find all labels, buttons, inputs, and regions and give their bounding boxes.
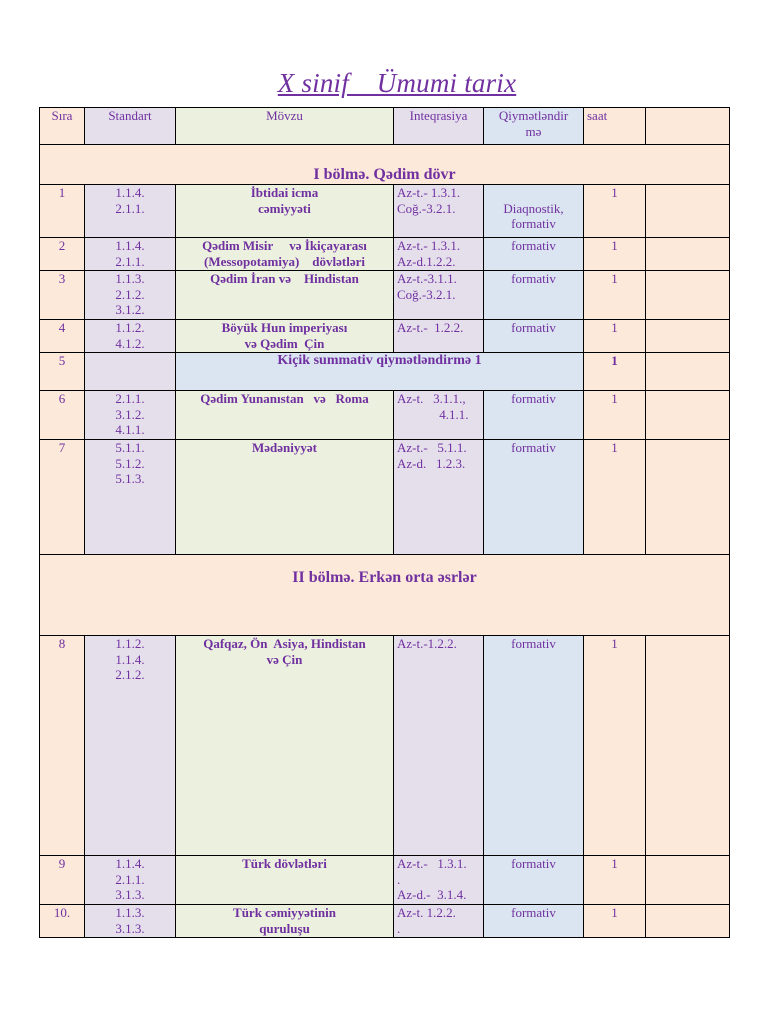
cell-movzu [176,391,394,440]
cell-empty [646,440,730,555]
cell-saat-text: 1 [611,905,618,920]
cell-inteqrasiya [394,391,484,440]
cell-empty [646,353,730,391]
cell-sira-text: 1 [58,185,66,200]
cell-qiymetlendirme [484,271,584,320]
cell-sira-text: 2 [58,238,66,253]
summary-cell [176,353,584,391]
table-header-row [40,108,730,145]
cell-qiymetlendirme [484,856,584,905]
cell-qiymetlendirme [484,320,584,353]
cell-standart [85,271,176,320]
cell-standart [85,320,176,353]
cell-qiymetlendirme-text: Diaqnostik, formativ [503,200,564,231]
cell-movzu [176,440,394,555]
cell-saat-text: 1 [611,353,618,368]
header-movzu: Mövzu [176,108,394,145]
cell-saat [584,320,646,353]
cell-inteqrasiya [394,238,484,271]
cell-empty [646,320,730,353]
cell-inteqrasiya-text: Az-t.- 1.3.1. Coğ.-3.2.1. [397,185,461,216]
cell-movzu-text: İbtidai icma cəmiyyəti [250,185,319,216]
cell-qiymetlendirme [484,185,584,238]
cell-standart [85,391,176,440]
cell-sira [40,636,85,856]
cell-sira [40,856,85,905]
cell-inteqrasiya [394,856,484,905]
cell-sira-text: 4 [58,320,66,335]
cell-movzu [176,636,394,856]
cell-movzu [176,856,394,905]
cell-movzu-text: Qədim Misir və İkiçayarası (Messopotamiya) dövlətləri [202,238,367,269]
cell-standart [85,636,176,856]
cell-qiymetlendirme-text: formativ [511,320,556,335]
cell-movzu [176,905,394,938]
header-empty [646,108,730,145]
cell-inteqrasiya [394,440,484,555]
cell-saat-text: 1 [611,856,618,871]
cell-qiymetlendirme-text: formativ [511,391,556,406]
cell-qiymetlendirme-text: formativ [511,271,556,286]
cell-saat [584,391,646,440]
cell-inteqrasiya-text: Az-t. 1.2.2. . [397,905,456,936]
cell-sira-text: 5 [58,353,66,368]
cell-sira [40,238,85,271]
cell-movzu-text: Türk dövlətləri [242,856,327,871]
curriculum-table [39,107,730,938]
cell-saat [584,238,646,271]
header-qiymetlendirme: Qiymətləndir mə [484,108,584,145]
cell-standart [85,440,176,555]
cell-sira [40,391,85,440]
cell-movzu [176,238,394,271]
cell-movzu-text: Türk cəmiyyətinin quruluşu [233,905,336,936]
cell-movzu-text: Böyük Hun imperiyası və Qədim Çin [221,320,348,351]
cell-qiymetlendirme-text: formativ [511,905,556,920]
cell-empty [646,856,730,905]
cell-qiymetlendirme-text: formativ [511,856,556,871]
page-title: X sinif Ümumi tarix [277,68,517,98]
cell-movzu [176,320,394,353]
cell-movzu-text: Qafqaz, Ön Asiya, Hindistan və Çin [203,636,366,667]
cell-qiymetlendirme [484,440,584,555]
section-row-2 [40,555,730,636]
cell-qiymetlendirme [484,636,584,856]
cell-saat-text: 1 [611,440,618,455]
cell-empty [646,271,730,320]
cell-inteqrasiya-text: Az-t.- 1.3.1. Az-d.1.2.2. [397,238,461,269]
cell-qiymetlendirme-text: formativ [511,238,556,253]
table-row [40,238,730,271]
cell-standart-text: 1.1.4. 2.1.1. [115,238,145,269]
summary-cell-text: Kiçik summativ qiymətləndirmə 1 [277,353,482,368]
cell-saat [584,856,646,905]
cell-movzu [176,185,394,238]
cell-inteqrasiya [394,320,484,353]
cell-movzu [176,271,394,320]
table-row [40,271,730,320]
cell-saat-text: 1 [611,636,618,651]
cell-empty [646,238,730,271]
cell-qiymetlendirme [484,391,584,440]
cell-standart [85,905,176,938]
cell-standart [85,185,176,238]
cell-sira [40,320,85,353]
cell-empty [646,905,730,938]
cell-inteqrasiya-text: Az-t.- 1.3.1. . Az-d.- 3.1.4. [397,856,467,902]
header-sira: Sıra [40,108,85,145]
cell-standart-text: 1.1.4. 2.1.1. 3.1.3. [115,856,145,902]
cell-movzu-text: Mədəniyyət [252,440,317,455]
cell-inteqrasiya-text: Az-t. 3.1.1., 4.1.1. [397,391,469,422]
cell-inteqrasiya [394,271,484,320]
table-row [40,391,730,440]
cell-sira-text: 9 [58,856,66,871]
cell-saat [584,905,646,938]
cell-qiymetlendirme-text: formativ [511,636,556,651]
cell-standart-text: 1.1.2. 1.1.4. 2.1.2. [115,636,145,682]
table-row [40,185,730,238]
cell-standart-text: 1.1.3. 2.1.2. 3.1.2. [115,271,145,317]
cell-saat-text: 1 [611,320,618,335]
cell-inteqrasiya-text: Az-t.- 5.1.1. Az-d. 1.2.3. [397,440,467,471]
cell-inteqrasiya-text: Az-t.-1.2.2. [397,636,457,651]
cell-inteqrasiya [394,905,484,938]
cell-standart-text: 5.1.1. 5.1.2. 5.1.3. [115,440,145,486]
cell-sira-text: 3 [58,271,66,286]
cell-sira [40,440,85,555]
cell-inteqrasiya-text: Az-t.- 1.2.2. [397,320,464,335]
table-row [40,636,730,856]
cell-standart [85,353,176,391]
cell-saat [584,271,646,320]
header-inteqrasiya: Inteqrasiya [394,108,484,145]
cell-sira [40,353,85,391]
cell-saat [584,636,646,856]
cell-sira [40,185,85,238]
cell-saat-text: 1 [611,238,618,253]
table-row-summary [40,353,730,391]
cell-sira [40,271,85,320]
table-row [40,320,730,353]
cell-saat [584,440,646,555]
cell-sira-text: 8 [58,636,66,651]
cell-saat-text: 1 [611,271,618,286]
section-title: II bölmə. Erkən orta əsrlər [40,555,730,636]
cell-sira-text: 6 [58,391,66,406]
cell-inteqrasiya [394,185,484,238]
cell-qiymetlendirme [484,905,584,938]
cell-saat [584,185,646,238]
cell-standart [85,238,176,271]
cell-sira-text: 10. [53,905,71,920]
cell-qiymetlendirme [484,238,584,271]
cell-standart-text: 1.1.4. 2.1.1. [115,185,145,216]
table-row [40,905,730,938]
section-title: I bölmə. Qədim dövr [40,145,730,185]
cell-qiymetlendirme-text: formativ [511,440,556,455]
table-row [40,440,730,555]
cell-movzu-text: Qədim İran və Hindistan [210,271,359,286]
cell-empty [646,636,730,856]
cell-inteqrasiya [394,636,484,856]
cell-movzu-text: Qədim Yunanıstan və Roma [200,391,369,406]
cell-empty [646,391,730,440]
cell-standart-text: 2.1.1. 3.1.2. 4.1.1. [115,391,145,437]
cell-saat [584,353,646,391]
cell-standart-text: 1.1.3. 3.1.3. [115,905,145,936]
cell-standart-text: 1.1.2. 4.1.2. [115,320,145,351]
cell-saat-text: 1 [611,391,618,406]
cell-empty [646,185,730,238]
header-saat: saat [584,108,646,145]
cell-sira [40,905,85,938]
cell-standart [85,856,176,905]
cell-sira-text: 7 [58,440,66,455]
cell-inteqrasiya-text: Az-t.-3.1.1. Coğ.-3.2.1. [397,271,457,302]
section-row-1 [40,145,730,185]
cell-saat-text: 1 [611,185,618,200]
table-row [40,856,730,905]
header-standart: Standart [85,108,176,145]
